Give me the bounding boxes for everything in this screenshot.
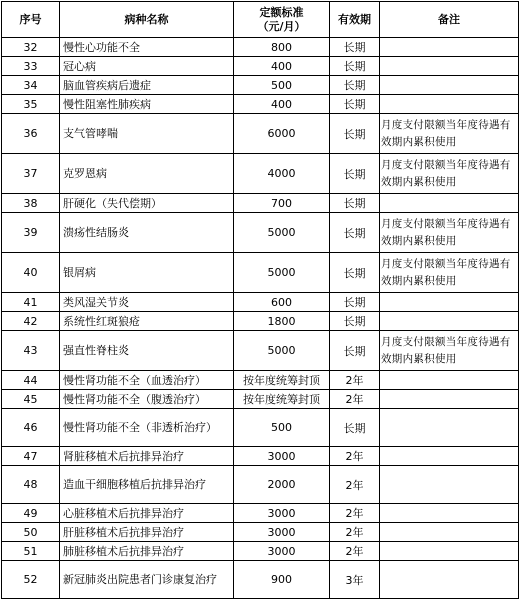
cell-validity: 长期 bbox=[330, 154, 380, 194]
cell-no: 40 bbox=[2, 253, 60, 293]
cell-validity: 长期 bbox=[330, 194, 380, 213]
cell-no: 34 bbox=[2, 76, 60, 95]
header-validity: 有效期 bbox=[330, 2, 380, 38]
cell-remark bbox=[380, 447, 519, 466]
cell-validity: 长期 bbox=[330, 95, 380, 114]
cell-name: 银屑病 bbox=[60, 253, 234, 293]
cell-validity: 长期 bbox=[330, 409, 380, 447]
cell-remark bbox=[380, 194, 519, 213]
cell-name: 慢性肾功能不全（非透析治疗） bbox=[60, 409, 234, 447]
cell-remark bbox=[380, 561, 519, 599]
cell-no: 32 bbox=[2, 38, 60, 57]
cell-validity: 2年 bbox=[330, 371, 380, 390]
cell-name: 造血干细胞移植后抗排异治疗 bbox=[60, 466, 234, 504]
table-row bbox=[2, 95, 519, 114]
cell-validity: 长期 bbox=[330, 114, 380, 154]
cell-std: 1800 bbox=[234, 312, 330, 331]
table-row bbox=[2, 331, 519, 371]
header-std-line2: （元/月） bbox=[257, 19, 306, 33]
cell-std: 6000 bbox=[234, 114, 330, 154]
cell-no: 39 bbox=[2, 213, 60, 253]
table-row bbox=[2, 561, 519, 599]
cell-validity: 长期 bbox=[330, 57, 380, 76]
cell-name: 类风湿关节炎 bbox=[60, 293, 234, 312]
cell-name: 冠心病 bbox=[60, 57, 234, 76]
table-row bbox=[2, 409, 519, 447]
cell-remark bbox=[380, 38, 519, 57]
cell-no: 43 bbox=[2, 331, 60, 371]
cell-name: 慢性肾功能不全（腹透治疗） bbox=[60, 390, 234, 409]
table-row bbox=[2, 542, 519, 561]
cell-std: 4000 bbox=[234, 154, 330, 194]
cell-validity: 2年 bbox=[330, 504, 380, 523]
header-std-line1: 定额标准 bbox=[259, 5, 304, 19]
table-row bbox=[2, 523, 519, 542]
cell-remark: 月度支付限额当年度待遇有效期内累积使用 bbox=[380, 253, 519, 293]
cell-validity: 长期 bbox=[330, 293, 380, 312]
table-row bbox=[2, 76, 519, 95]
cell-std: 900 bbox=[234, 561, 330, 599]
cell-std: 500 bbox=[234, 76, 330, 95]
table-row bbox=[2, 213, 519, 253]
cell-remark: 月度支付限额当年度待遇有效期内累积使用 bbox=[380, 114, 519, 154]
cell-std: 3000 bbox=[234, 447, 330, 466]
cell-no: 42 bbox=[2, 312, 60, 331]
cell-name: 慢性肾功能不全（血透治疗） bbox=[60, 371, 234, 390]
cell-remark bbox=[380, 293, 519, 312]
cell-no: 50 bbox=[2, 523, 60, 542]
cell-name: 克罗恩病 bbox=[60, 154, 234, 194]
cell-remark bbox=[380, 371, 519, 390]
cell-name: 肝脏移植术后抗排异治疗 bbox=[60, 523, 234, 542]
header-std bbox=[234, 2, 330, 38]
cell-validity: 长期 bbox=[330, 213, 380, 253]
cell-std: 700 bbox=[234, 194, 330, 213]
cell-validity: 长期 bbox=[330, 312, 380, 331]
table-row bbox=[2, 293, 519, 312]
cell-no: 51 bbox=[2, 542, 60, 561]
cell-std: 800 bbox=[234, 38, 330, 57]
cell-remark bbox=[380, 504, 519, 523]
cell-std: 400 bbox=[234, 95, 330, 114]
cell-std: 600 bbox=[234, 293, 330, 312]
cell-std: 2000 bbox=[234, 466, 330, 504]
cell-validity: 2年 bbox=[330, 523, 380, 542]
cell-validity: 长期 bbox=[330, 38, 380, 57]
table-header-row bbox=[2, 2, 519, 38]
table-row bbox=[2, 447, 519, 466]
cell-validity: 2年 bbox=[330, 447, 380, 466]
cell-name: 新冠肺炎出院患者门诊康复治疗 bbox=[60, 561, 234, 599]
cell-name: 支气管哮喘 bbox=[60, 114, 234, 154]
cell-std: 按年度统筹封顶 bbox=[234, 371, 330, 390]
cell-validity: 长期 bbox=[330, 76, 380, 95]
table-row bbox=[2, 194, 519, 213]
disease-quota-table bbox=[1, 1, 519, 599]
cell-no: 45 bbox=[2, 390, 60, 409]
cell-no: 52 bbox=[2, 561, 60, 599]
cell-remark bbox=[380, 542, 519, 561]
table-row bbox=[2, 253, 519, 293]
cell-name: 肾脏移植术后抗排异治疗 bbox=[60, 447, 234, 466]
cell-remark bbox=[380, 409, 519, 447]
table-row bbox=[2, 504, 519, 523]
cell-name: 慢性阻塞性肺疾病 bbox=[60, 95, 234, 114]
cell-remark bbox=[380, 466, 519, 504]
table-row bbox=[2, 371, 519, 390]
cell-remark bbox=[380, 76, 519, 95]
cell-remark bbox=[380, 57, 519, 76]
table-row bbox=[2, 38, 519, 57]
cell-remark: 月度支付限额当年度待遇有效期内累积使用 bbox=[380, 213, 519, 253]
cell-name: 慢性心功能不全 bbox=[60, 38, 234, 57]
cell-remark bbox=[380, 312, 519, 331]
cell-remark: 月度支付限额当年度待遇有效期内累积使用 bbox=[380, 331, 519, 371]
cell-validity: 长期 bbox=[330, 331, 380, 371]
header-no: 序号 bbox=[2, 2, 60, 38]
cell-std: 5000 bbox=[234, 213, 330, 253]
cell-name: 肝硬化（失代偿期） bbox=[60, 194, 234, 213]
cell-std: 5000 bbox=[234, 253, 330, 293]
cell-std: 3000 bbox=[234, 504, 330, 523]
cell-std: 400 bbox=[234, 57, 330, 76]
header-remark: 备注 bbox=[380, 2, 519, 38]
cell-name: 心脏移植术后抗排异治疗 bbox=[60, 504, 234, 523]
cell-name: 系统性红斑狼疮 bbox=[60, 312, 234, 331]
cell-validity: 长期 bbox=[330, 253, 380, 293]
cell-name: 溃疡性结肠炎 bbox=[60, 213, 234, 253]
cell-no: 38 bbox=[2, 194, 60, 213]
cell-no: 37 bbox=[2, 154, 60, 194]
cell-remark: 月度支付限额当年度待遇有效期内累积使用 bbox=[380, 154, 519, 194]
cell-name: 强直性脊柱炎 bbox=[60, 331, 234, 371]
cell-name: 脑血管疾病后遗症 bbox=[60, 76, 234, 95]
table-row bbox=[2, 312, 519, 331]
cell-no: 33 bbox=[2, 57, 60, 76]
table-row bbox=[2, 466, 519, 504]
cell-std: 500 bbox=[234, 409, 330, 447]
header-name: 病种名称 bbox=[60, 2, 234, 38]
cell-remark bbox=[380, 390, 519, 409]
cell-no: 36 bbox=[2, 114, 60, 154]
cell-validity: 2年 bbox=[330, 466, 380, 504]
cell-no: 46 bbox=[2, 409, 60, 447]
cell-no: 49 bbox=[2, 504, 60, 523]
cell-no: 35 bbox=[2, 95, 60, 114]
cell-std: 3000 bbox=[234, 523, 330, 542]
cell-std: 3000 bbox=[234, 542, 330, 561]
table-row bbox=[2, 154, 519, 194]
cell-remark bbox=[380, 523, 519, 542]
table-row bbox=[2, 390, 519, 409]
table-row bbox=[2, 114, 519, 154]
cell-remark bbox=[380, 95, 519, 114]
cell-no: 44 bbox=[2, 371, 60, 390]
cell-validity: 2年 bbox=[330, 542, 380, 561]
cell-no: 47 bbox=[2, 447, 60, 466]
cell-validity: 3年 bbox=[330, 561, 380, 599]
cell-validity: 2年 bbox=[330, 390, 380, 409]
cell-no: 41 bbox=[2, 293, 60, 312]
cell-std: 5000 bbox=[234, 331, 330, 371]
cell-name: 肺脏移植术后抗排异治疗 bbox=[60, 542, 234, 561]
cell-no: 48 bbox=[2, 466, 60, 504]
table-row bbox=[2, 57, 519, 76]
cell-std: 按年度统筹封顶 bbox=[234, 390, 330, 409]
